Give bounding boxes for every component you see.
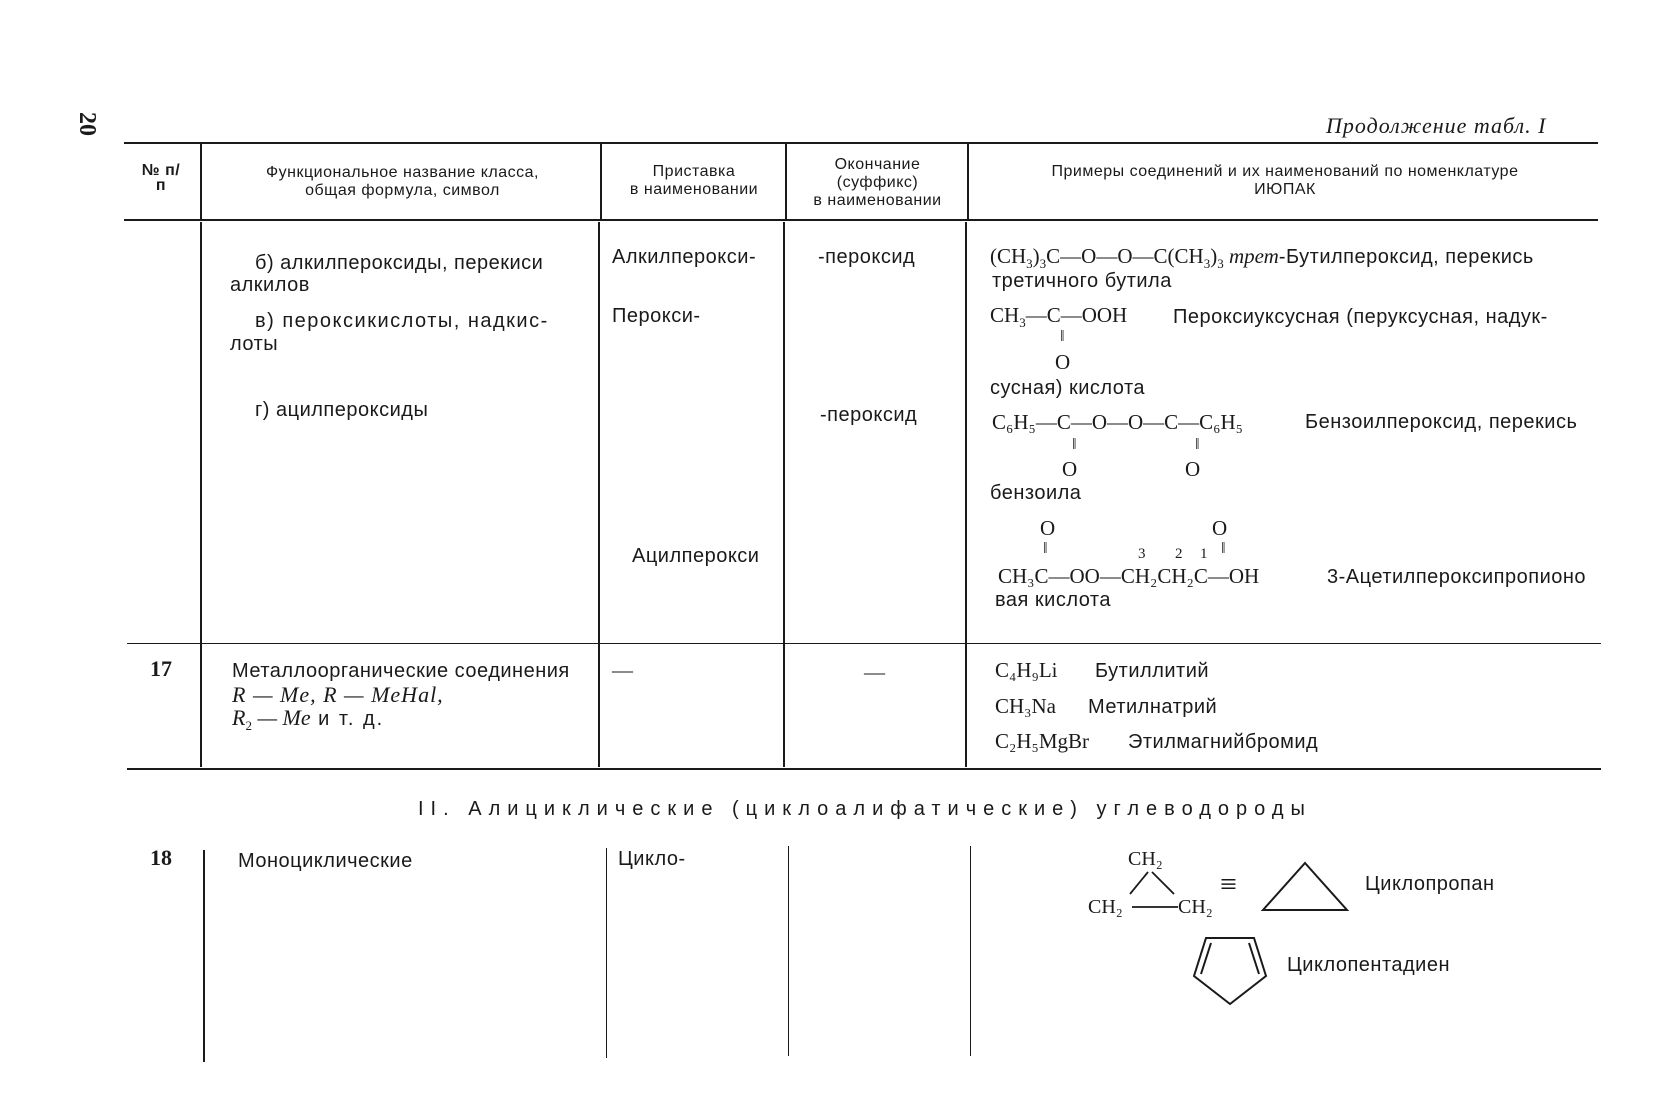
row-17-ex1-name: Бутиллитий (1095, 660, 1210, 682)
row-17-ex2-formula: CH₃Na (995, 694, 1056, 718)
cyclopropane-ch2-right: CH₂ (1178, 896, 1213, 918)
row-17-number: 17 (150, 656, 172, 681)
row-v-oxygen: O (1055, 350, 1071, 374)
row-g-acyl-o-2: O (1212, 516, 1228, 540)
equivalence-sign: ≡ (1220, 868, 1237, 901)
row-b-formula: $(CH_3)_3C—O—O—C(CH_3)_3$ трет-Бутилпероксид, перекись (990, 244, 1534, 271)
row-18-number: 18 (150, 845, 172, 870)
row-g-acyl-num-1: 1 (1200, 546, 1208, 562)
row-g-acyl-bond-1: ‖ (1043, 540, 1048, 557)
row-17-ex3-formula: C₂H₅MgBr (995, 729, 1089, 753)
row-v-name-2: сусная) кислота (990, 377, 1146, 399)
row-17-prefix: — (612, 658, 633, 682)
row-v-double-bond: ‖ (1060, 328, 1065, 345)
cyclopropane-ch2-left: CH₂ (1088, 896, 1123, 918)
table-top-rule (124, 142, 1598, 144)
cyclopropane-ch2-top: CH₂ (1128, 848, 1163, 870)
row-g-acyl-name-2: вая кислота (995, 589, 1111, 611)
row-17-ex3-name: Этилмагнийбромид (1128, 731, 1319, 753)
row-v-formula: $CH_3—C—OOH$ (990, 303, 1128, 330)
row-b-suffix: -пероксид (818, 246, 916, 268)
row-b-name-2: третичного бутила (992, 270, 1172, 292)
cyclopentadiene-icon (1180, 930, 1280, 1010)
header-number: № п/п (141, 162, 181, 194)
row-g-suffix: -пероксид (820, 404, 918, 426)
row-g-benz-name-2: бензоила (990, 482, 1082, 504)
row-18-prefix: Цикло- (618, 848, 686, 870)
header-suffix-2: (суффикс) (836, 174, 919, 191)
row-17-class-2: R — Me, R — MeHal, (232, 682, 444, 707)
row-g-benz-o-1: O (1062, 457, 1078, 481)
header-suffix-1: Окончание (834, 156, 921, 173)
header-class-1: Функциональное название класса, (266, 164, 539, 181)
row-17-top-rule (127, 643, 1601, 644)
header-examples-2: ИЮПАК (1254, 181, 1316, 198)
row-g-acyl-name-1: 3-Ацетилпероксипропионо (1327, 566, 1587, 588)
page-number: 20 (74, 112, 100, 136)
row-g-acyl-bond-2: ‖ (1221, 540, 1226, 557)
cyclopentadiene-name: Циклопентадиен (1287, 954, 1451, 976)
row-b-prefix: Алкилперокси- (612, 246, 757, 268)
row-18-class: Моноциклические (238, 850, 413, 872)
row-b-class-2: алкилов (230, 274, 310, 296)
row-g-class-1: г) ацилпероксиды (255, 399, 429, 421)
row-g-benz-bond-1: ‖ (1072, 436, 1077, 453)
header-examples-1: Примеры соединений и их наименований по номенклатуре (1051, 163, 1519, 180)
cyclopropane-name: Циклопропан (1365, 873, 1495, 895)
section-title: II. Алициклические (циклоалифатические) углеводороды (418, 798, 1312, 820)
row-17-suffix: — (864, 660, 885, 684)
row-17-ex1-formula: C₄H₉Li (995, 658, 1058, 682)
cyclopropane-bonds (1090, 860, 1210, 910)
header-bottom-rule (124, 219, 1598, 221)
cyclopropane-icon (1255, 860, 1355, 915)
row-v-name-1: Пероксиуксусная (перуксусная, надук- (1173, 306, 1548, 328)
header-class-2: общая формула, символ (305, 182, 500, 199)
row-g-acyl-o-1: O (1040, 516, 1056, 540)
row-v-class-2: лоты (230, 333, 279, 355)
row-v-prefix: Перокси- (612, 305, 701, 327)
header-suffix-3: в наименовании (813, 192, 942, 209)
row-g-benz-o-2: O (1185, 457, 1201, 481)
header-prefix-1: Приставка (652, 163, 736, 180)
row-g-prefix: Ацилперокси (632, 545, 760, 567)
table-bottom-rule (127, 768, 1601, 770)
header-prefix-2: в наименовании (629, 181, 759, 198)
row-g-acyl-num-3: 3 (1138, 546, 1146, 562)
row-17-class-1: Металлоорганические соединения (232, 660, 570, 682)
row-g-benz-formula: C₆H₅—C—O—O—C—C₆H₅ (992, 410, 1243, 434)
continuation-label: Продолжение табл. I (1326, 113, 1547, 138)
row-g-benz-bond-2: ‖ (1195, 436, 1200, 453)
row-g-acyl-num-2: 2 (1175, 546, 1183, 562)
row-17-class-3: $R_2$ — Me и т. д. (232, 705, 385, 733)
row-v-class-1: в) пероксикислоты, надкис- (255, 310, 549, 332)
row-b-class-1: б) алкилпероксиды, перекиси (255, 252, 544, 274)
row-g-benz-name-1: Бензоилпероксид, перекись (1305, 411, 1578, 433)
row-17-ex2-name: Метилнатрий (1088, 696, 1218, 718)
row-g-acyl-formula: CH₃C—OO—CH₂CH₂C—OH (998, 564, 1260, 588)
